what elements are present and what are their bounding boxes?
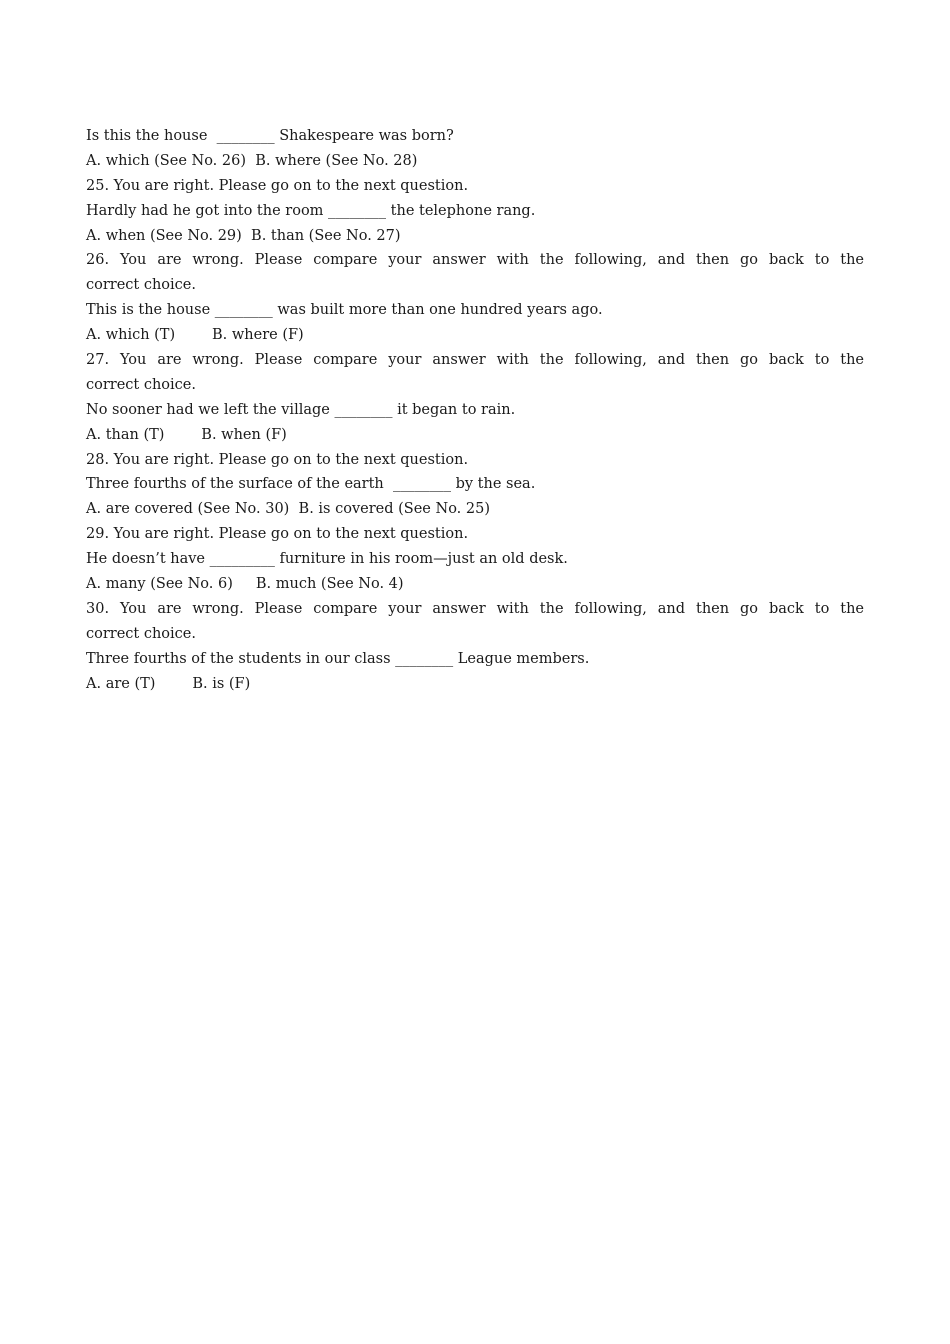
- feedback-text: 30. You are wrong. Please compare your answer with the following, and then go back to the: [86, 600, 864, 617]
- question-text: This is the house ________ was built more than one hundred years ago.: [86, 302, 603, 319]
- feedback-text: correct choice.: [86, 376, 196, 393]
- feedback-text: correct choice.: [86, 625, 196, 642]
- question-text: Three fourths of the students in our class ________ League members.: [86, 650, 590, 667]
- feedback-text: 28. You are right. Please go on to the next question.: [86, 451, 469, 468]
- feedback-text: 25. You are right. Please go on to the next question.: [86, 177, 469, 194]
- answer-options: A. which (T) B. where (F): [86, 327, 304, 344]
- answer-options: A. when (See No. 29) B. than (See No. 27): [86, 227, 401, 244]
- question-text: No sooner had we left the village ________ it began to rain.: [86, 401, 516, 418]
- feedback-text: 27. You are wrong. Please compare your answer with the following, and then go back to the: [86, 352, 864, 369]
- feedback-text: 29. You are right. Please go on to the next question.: [86, 526, 469, 543]
- answer-options: A. which (See No. 26) B. where (See No. 28): [86, 152, 418, 169]
- question-text: Three fourths of the surface of the earth ________ by the sea.: [86, 476, 536, 493]
- answer-options: A. than (T) B. when (F): [86, 426, 287, 443]
- document-body: [86, 124, 864, 696]
- question-text: Hardly had he got into the room ________ the telephone rang.: [86, 202, 536, 219]
- answer-options: A. are covered (See No. 30) B. is covered (See No. 25): [86, 501, 490, 518]
- answer-options: A. are (T) B. is (F): [86, 675, 251, 692]
- question-text: He doesn’t have _________ furniture in his room—just an old desk.: [86, 551, 568, 568]
- feedback-text: correct choice.: [86, 277, 196, 294]
- question-text: Is this the house ________ Shakespeare was born?: [86, 128, 454, 144]
- answer-options: A. many (See No. 6) B. much (See No. 4): [86, 576, 404, 593]
- feedback-text: 26. You are wrong. Please compare your answer with the following, and then go back to the: [86, 252, 864, 269]
